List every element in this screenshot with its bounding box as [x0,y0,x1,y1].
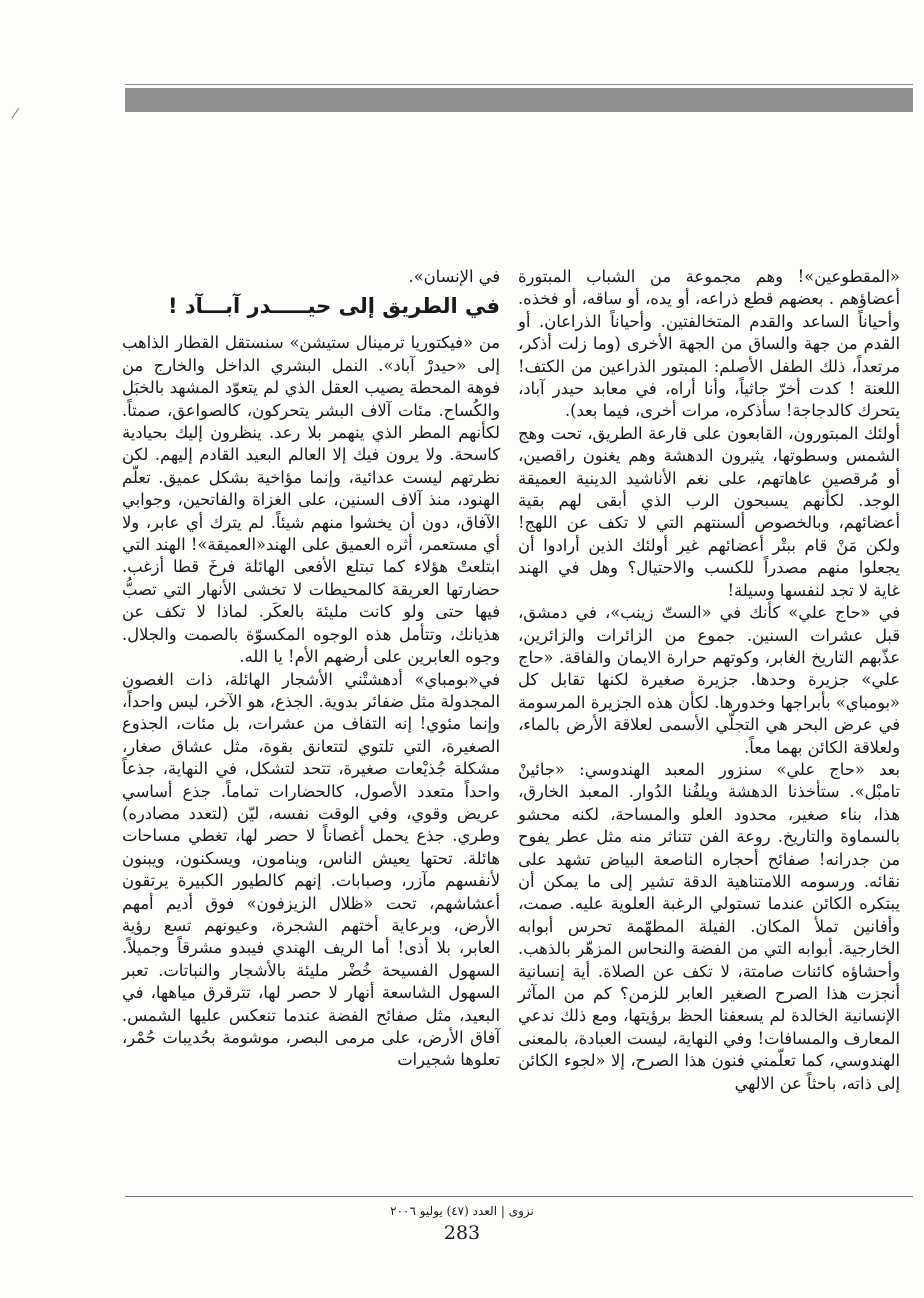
paragraph: بعد «حاج علي» سنزور المعبد الهندوسي: «جائينْ تامبْل». ستأخذنا الدهشة ويلفُنا الدُوار. المعبد الخارق، هذا، بناء صغير، محدود العلو والمساحة، لكنه محشو بالسماوة والتاريخ. روعة الفن تتناثر منه مثل عطر يفوح من جدرانه! صفائح أحجاره الناصعة البياض تشهد على نقائه. ورسومه اللامتناهية الدقة تشير إلى ما يمكن أن يبتكره الكائن عندما تستولي الرغبة العلوية عليه. صمت، وأفانين تملأ المكان. الفيلة المطهّمة تحرس أبوابه الخارجية. أبوابه التي من الفضة والنحاس المزهّر بالذهب. وأحشاؤه كائنات صامتة، لا تكف عن الصلاة. أية إنسانية أنجزت هذا الصرح الصغير العابر للزمن؟ كم من المآثر الإنسانية الخالدة لم يسعفنا الحظ برؤيتها، ومع ذلك ندعي المعارف والمسافات! وفي النهاية، ليست العبادة، بالمعنى الهندوسي، كما تعلّمني فنون هذا الصرح، إلا «لجوء الكائن إلى ذاته، باحثاً عن الالهي [518,759,900,1093]
page-number: 283 [443,1222,481,1244]
paragraph: أولئك المبتورون، القابعون على قارعة الطريق، تحت وهج الشمس وسطوتها، يثيرون الدهشة وهم يغنون راقصين، أو مُرقصين عاهاتهم، على نغم الأناشيد الدينية العميقة الوجد. لكأنهم يسبحون الرب الذي أبقى لهم بقية أعضائهم، وبالخصوص ألسنتهم التي لا تكف عن اللهج! ولكن مَنْ قام ببتْر أعضائهم غير أولئك الذين أرادوا أن يجعلوا منهم مصدراً للكسب والاحتيال؟ وهل في الهند غاية لا تجد لنفسها وسيلة! [518,423,900,600]
footer-rule [125,1196,913,1197]
top-rule [125,84,913,85]
paragraph: في «حاج علي» كأنك في «الستّ زينب»، في دمشق، قبل عشرات السنين. جموع من الزائرات والزائرين، عذّبهم التاريخ الغابر، وكوتهم حرارة الايمان والفاقة. «حاج علي» جزيرة وحدها. جزيرة صغيرة لكنها تقابل كل «بومباي» بأبراجها وخدورها. لكأن هذه الجزيرة المرسومة في عرض البحر هي التجلّي الأسمى لعلاقة الأرض بالماء، ولعلاقة الكائن بهما معاً. [518,603,900,757]
margin-mark [12,108,28,124]
paragraph: من «فيكتوريا ترمينال ستيشن» سنستقل القطار الذاهب إلى «حيدرْ آباد». النمل البشري الداخل والخارج من فوهة المحطة يصيب العقل الذي لم يتعوّد المشهد بالخبَل والكُساح. مئات آلاف البشر يتحركون، كالصواعق، صمتاً. لكأنهم المطر الذي ينهمر بلا رعد. ينظرون إليك بحيادية كاسحة. ولا يرون فيك إلا العالم البعيد القادم إليهم. لكن نظرتهم ليست عدائية، وإنما مؤاخية بشكل عميق. تعلّم الهنود، منذ آلاف السنين، على الغزاة والفاتحين، وجوابي الآفاق، دون أن يخشوا منهم شيئاً. لم يترك أي عابر، ولا أي مستعمر، أثره العميق على الهند«العميقة»! الهند التي ابتلعتْ هؤلاء كما تبتلع الأفعى الهائلة فرخَ قطا أزغب. حضارتها العريقة كالمحيطات لا تخشى الأنهار التي تصبُّ فيها حتى ولو كانت مليئة بالعكَر. لماذا لا تكف عن هذيانك، وتتأمل هذه الوجوه المكسوّة بالصمت والجلال. وجوه العابرين على أرضهم الأم! يا الله. [122,333,500,667]
paragraph-continuation: في الإنسان». [408,267,500,286]
right-column [518,266,900,1095]
section-heading: في الطريق إلى حيـــــدر آبـــآد ! [168,294,500,319]
footer-masthead: نزوى | العدد (٤٧) يوليو ٢٠٠٦ [390,1204,534,1218]
left-column [122,266,500,1072]
paragraph: «المقطوعين»! وهم مجموعة من الشباب المبتورة أعضاؤهم . بعضهم قطع ذراعه، أو يده، أو ساقه، أو فخذه. وأحياناً الساعد والقدم المتخالفتين. وأحياناً الذراعان. أو القدم من جهة والساق من الجهة الأخرى (وما زلت أذكر، مرتعداً، ذلك الطفل الأصلم: المبتور الذراعين من الكتف! اللعنة ! كدت أخرّ جاثياً، وأنا أراه، في معابد حيدر آباد، يتحرك كالدجاجة! سأذكره، مرات أخرى، فيما بعد). [518,267,900,421]
header-band [125,88,913,112]
paragraph: في«بومباي» أدهشتْني الأشجار الهائلة، ذات الغصون المجدولة مثل ضفائر بدوية. الجذع، هو الآخر، ليس واحداً، وإنما مئوي! إنه التفاف من عشرات، بل مئات، الجذوع الصغيرة، التي تلتوي لتتعانق بقوة، مثل عشاق صغار، مشكلة جُذيْعات صغيرة، تتحد لتشكل، في النهاية، جذعاً واحداً متعدد الأصول، كالحضارات تماماً. جذع أساسي عريض وقوي، وفي الوقت نفسه، ليّن (لتعدد مصادره) وطري. جذع يحمل أغصاناً لا حصر لها، تغطي مساحات هائلة. تحتها يعيش الناس، وينامون، ويسكنون، ويبنون لأنفسهم مآزر، وصبابات. إنهم كالطيور الكبيرة يرتقون أعشاشهم، تحت «ظلال الزيزفون» فوق أديم أمهم الأرض، وبرعاية أختهم الشجرة، وعيونهم تسع رؤية العابر، بلا أذى! أما الريف الهندي فيبدو مشرقاً وجميلاً. السهول الفسيحة خُضْر مليئة بالأشجار والنباتات. تعبر السهول الشاسعة أنهار لا حصر لها، تترقرق مياهها، في البعيد، مثل صفائح الفضة عندما تنعكس عليها الشمس. آفاق الأرض، على مرمى البصر، موشومة بحُديبات حُمْر، تعلوها شجيرات [122,669,500,1070]
